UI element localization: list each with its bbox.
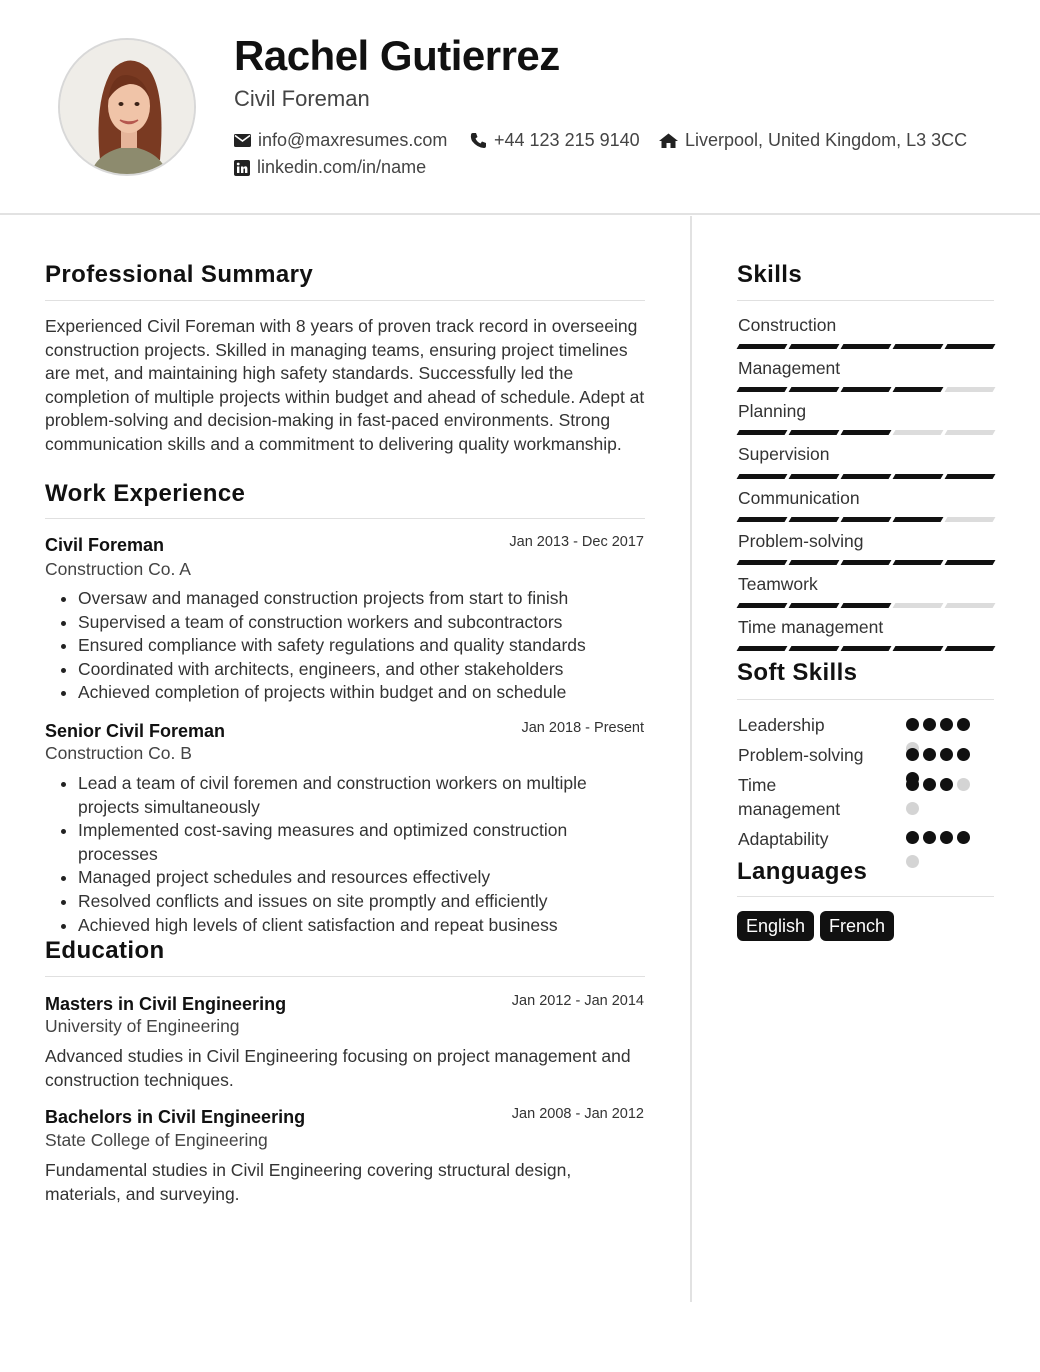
- resume-header: [0, 0, 1040, 215]
- skill-level-bar: [738, 344, 994, 350]
- job-company: Construction Co. A: [45, 559, 191, 579]
- languages-heading: Languages: [737, 858, 868, 885]
- skill-segment-filled: [789, 646, 840, 651]
- candidate-name: Rachel Gutierrez: [234, 32, 560, 79]
- profile-photo: [58, 38, 196, 176]
- rating-dot-empty: [957, 778, 970, 791]
- skill-segment-filled: [893, 646, 944, 651]
- list-item: Oversaw and managed construction projects from start to finish: [78, 587, 638, 611]
- skill-label: Management: [738, 358, 841, 378]
- skill-segment-filled: [841, 517, 892, 522]
- rating-dot-filled: [957, 831, 970, 844]
- skills-rule: [737, 300, 994, 301]
- skill-segment-filled: [841, 603, 892, 608]
- language-tag: French: [820, 911, 894, 941]
- skill-segment-filled: [789, 387, 840, 392]
- education-heading: Education: [45, 937, 165, 964]
- skill-segment-filled: [893, 387, 944, 392]
- skills-heading: Skills: [737, 261, 803, 288]
- rating-dot-filled: [940, 831, 953, 844]
- list-item: Coordinated with architects, engineers, and other stakeholders: [78, 658, 638, 682]
- skill-level-bar: [738, 430, 994, 436]
- skill-segment-filled: [789, 603, 840, 608]
- list-item: Implemented cost-saving measures and optimized construction processes: [78, 819, 626, 866]
- skill-segment-filled: [841, 387, 892, 392]
- skill-segment-filled: [737, 646, 788, 651]
- skill-level-bar: [738, 560, 994, 566]
- soft-skill-label: Time management: [738, 775, 841, 819]
- skill-segment-filled: [945, 344, 996, 349]
- language-tags: [737, 911, 894, 941]
- skill-segment-filled: [737, 474, 788, 479]
- skill-segment-filled: [841, 474, 892, 479]
- column-divider: [690, 216, 692, 1302]
- phone-text: +44 123 215 9140: [494, 130, 640, 150]
- rating-dot-filled: [923, 718, 936, 731]
- summary-heading: Professional Summary: [45, 261, 314, 288]
- contact-location: [659, 130, 967, 151]
- skill-segment-empty: [945, 603, 996, 608]
- language-tag: English: [737, 911, 814, 941]
- skill-label: Teamwork: [738, 574, 818, 594]
- soft-skills-heading: Soft Skills: [737, 659, 858, 686]
- soft-skill-rating: [906, 778, 970, 791]
- languages-rule: [737, 896, 994, 897]
- experience-rule: [45, 518, 645, 519]
- skill-segment-empty: [893, 603, 944, 608]
- job-dates: Jan 2013 - Dec 2017: [509, 534, 644, 550]
- education-dates: Jan 2008 - Jan 2012: [511, 1106, 644, 1122]
- skill-segment-filled: [789, 344, 840, 349]
- skill-segment-filled: [841, 344, 892, 349]
- rating-dot-empty: [906, 855, 919, 868]
- soft-skill-rating: [906, 718, 970, 731]
- skill-segment-filled: [893, 344, 944, 349]
- soft-skill-label: Adaptability: [738, 829, 829, 849]
- soft-skill-rating: [906, 831, 970, 844]
- skill-segment-filled: [945, 474, 996, 479]
- candidate-title: Civil Foreman: [234, 86, 370, 111]
- skill-label: Planning: [738, 401, 807, 421]
- job-title: Civil Foreman: [45, 535, 165, 555]
- skill-segment-filled: [841, 430, 892, 435]
- linkedin-text: linkedin.com/in/name: [257, 157, 427, 177]
- skill-segment-filled: [893, 517, 944, 522]
- skill-label: Problem-solving: [738, 531, 864, 551]
- skill-level-bar: [738, 517, 994, 523]
- skill-segment-filled: [789, 474, 840, 479]
- rating-dot-empty: [906, 802, 919, 815]
- soft-skill-label: Problem-solving: [738, 745, 864, 765]
- skill-segment-filled: [893, 474, 944, 479]
- list-item: Resolved conflicts and issues on site promptly and efficiently: [78, 890, 626, 914]
- phone-icon: [470, 132, 487, 149]
- rating-dot-filled: [906, 718, 919, 731]
- contact-phone[interactable]: [470, 130, 640, 151]
- location-text: Liverpool, United Kingdom, L3 3CC: [685, 130, 968, 150]
- skill-segment-filled: [737, 560, 788, 565]
- skill-segment-filled: [789, 560, 840, 565]
- job-bullets: [78, 587, 638, 705]
- contact-linkedin[interactable]: [234, 157, 426, 178]
- skill-level-bar: [738, 474, 994, 480]
- rating-dot-filled: [957, 748, 970, 761]
- summary-text: Experienced Civil Foreman with 8 years of proven track record in overseeing construction projects. Skilled in managing teams, ensuring project timelines are met, and maintaining high safety standards. Successfully led the completion of multiple projects within budget and ahead of schedule. Adept at problem-solving and decision-making in fast-paced environments. Strong communication skills and a commitment to delivering quality workmanship.: [45, 316, 645, 454]
- rating-dot-filled: [957, 718, 970, 731]
- list-item: Managed project schedules and resources effectively: [78, 866, 626, 890]
- rating-dot-filled: [940, 718, 953, 731]
- list-item: Achieved high levels of client satisfaction and repeat business: [78, 914, 626, 938]
- summary-rule: [45, 300, 645, 301]
- list-item: Supervised a team of construction workers and subcontractors: [78, 611, 638, 635]
- soft-skills-rule: [737, 699, 994, 700]
- education-dates: Jan 2012 - Jan 2014: [511, 993, 644, 1009]
- list-item: Ensured compliance with safety regulations and quality standards: [78, 634, 638, 658]
- skill-segment-filled: [945, 646, 996, 651]
- school-name: State College of Engineering: [45, 1130, 268, 1150]
- skill-label: Supervision: [738, 444, 830, 464]
- degree-title: Masters in Civil Engineering: [45, 994, 287, 1014]
- skill-segment-filled: [789, 517, 840, 522]
- rating-dot-filled: [906, 778, 919, 791]
- rating-dot-filled: [906, 748, 919, 761]
- skill-segment-filled: [737, 603, 788, 608]
- skill-segment-filled: [789, 430, 840, 435]
- job-title: Senior Civil Foreman: [45, 721, 226, 741]
- school-name: University of Engineering: [45, 1016, 240, 1036]
- skill-segment-empty: [945, 517, 996, 522]
- rating-dot-filled: [923, 748, 936, 761]
- soft-skill-label: Leadership: [738, 715, 825, 735]
- home-icon: [659, 133, 678, 148]
- rating-dot-filled: [906, 831, 919, 844]
- skill-segment-filled: [737, 430, 788, 435]
- linkedin-icon: [234, 160, 250, 176]
- email-text: info@maxresumes.com: [258, 130, 448, 150]
- skill-label: Construction: [738, 315, 837, 335]
- education-description: Fundamental studies in Civil Engineering covering structural design, materials, and surveying.: [45, 1160, 572, 1204]
- skill-segment-filled: [945, 560, 996, 565]
- skill-segment-filled: [737, 344, 788, 349]
- job-bullets: [78, 772, 626, 937]
- skill-segment-filled: [841, 560, 892, 565]
- skill-label: Communication: [738, 488, 860, 508]
- skill-level-bar: [738, 603, 994, 609]
- skill-segment-empty: [893, 430, 944, 435]
- envelope-icon: [234, 134, 251, 147]
- degree-title: Bachelors in Civil Engineering: [45, 1107, 306, 1127]
- education-description: Advanced studies in Civil Engineering focusing on project management and construction techniques.: [45, 1046, 631, 1090]
- skill-segment-filled: [737, 517, 788, 522]
- job-dates: Jan 2018 - Present: [521, 720, 644, 736]
- skill-segment-empty: [945, 387, 996, 392]
- rating-dot-filled: [923, 831, 936, 844]
- skill-segment-filled: [893, 560, 944, 565]
- skill-level-bar: [738, 646, 994, 652]
- rating-dot-filled: [940, 748, 953, 761]
- list-item: Achieved completion of projects within budget and on schedule: [78, 681, 638, 705]
- list-item: Lead a team of civil foremen and construction workers on multiple projects simultaneously: [78, 772, 626, 819]
- skill-segment-empty: [945, 430, 996, 435]
- rating-dot-filled: [940, 778, 953, 791]
- soft-skill-rating: [906, 748, 970, 761]
- experience-heading: Work Experience: [45, 480, 246, 507]
- education-rule: [45, 976, 645, 977]
- job-company: Construction Co. B: [45, 743, 192, 763]
- skill-label: Time management: [738, 617, 884, 637]
- skill-segment-filled: [841, 646, 892, 651]
- skill-segment-filled: [737, 387, 788, 392]
- skill-level-bar: [738, 387, 994, 393]
- rating-dot-filled: [923, 778, 936, 791]
- contact-email[interactable]: [234, 130, 447, 151]
